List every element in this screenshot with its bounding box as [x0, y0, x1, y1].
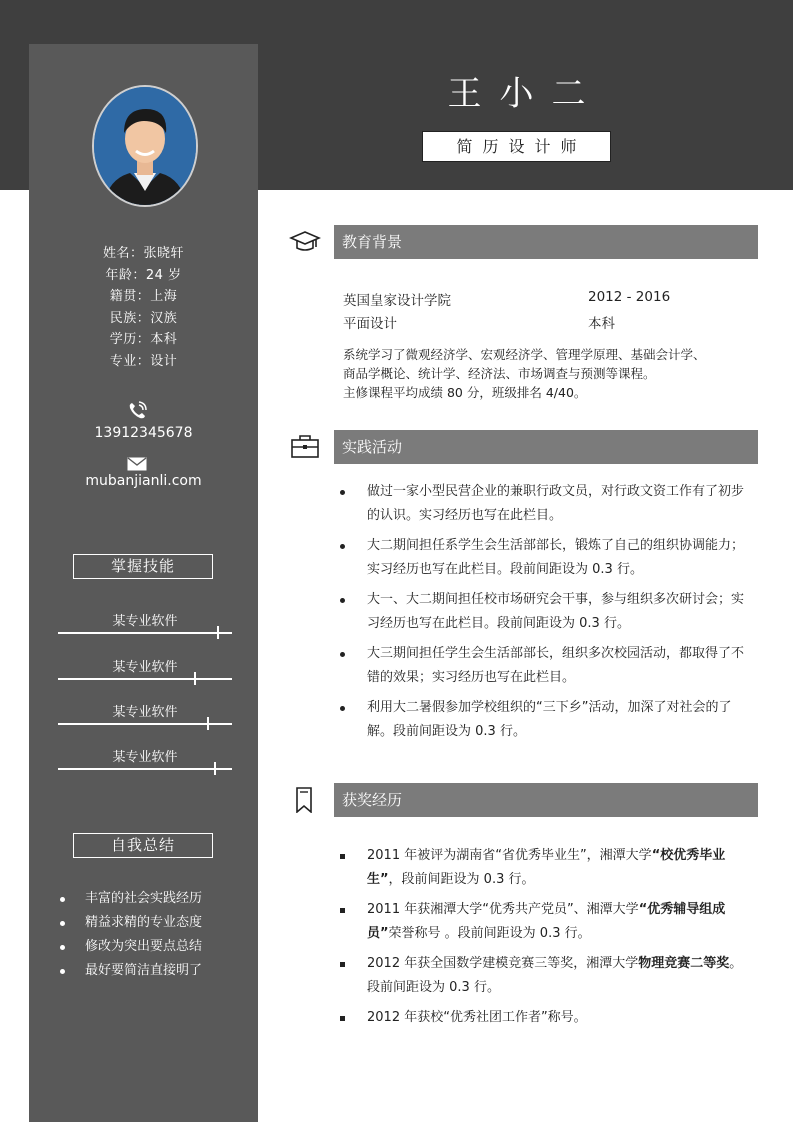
skill-item	[58, 656, 232, 686]
award-highlight: “优秀辅导组成员”	[367, 902, 726, 941]
list-item: 最好要简洁直接明了	[59, 959, 254, 983]
practice-heading: 实践活动	[334, 430, 758, 464]
school-name: 英国皇家设计学院	[343, 293, 451, 309]
skill-item	[58, 746, 232, 776]
list-item: 利用大二暑假参加学校组织的“三下乡”活动，加深了对社会的了解。段前间距设为 0.3 行。	[338, 696, 746, 744]
award-text: 2011 年被评为湖南省“省优秀毕业生”，湘潭大学	[367, 848, 652, 863]
graduation-cap-icon	[289, 228, 321, 254]
study-period: 2012 - 2016	[588, 289, 671, 305]
info-name: 姓名：张晓轩	[102, 246, 184, 261]
award-text: 荣誉称号 。段前间距设为 0.3 行。	[388, 926, 591, 941]
skill-label: 某专业软件	[112, 705, 178, 720]
briefcase-icon	[289, 433, 321, 459]
candidate-name: 王小二	[447, 74, 604, 114]
job-title: 简历设计师	[422, 131, 611, 162]
phone-number: 13912345678	[94, 425, 193, 441]
skill-label: 某专业软件	[112, 750, 178, 765]
skills-heading: 掌握技能	[73, 554, 213, 579]
info-ethnicity: 民族：汉族	[109, 310, 178, 326]
bookmark-icon	[289, 787, 321, 813]
award-highlight: “校优秀毕业生”	[367, 848, 726, 887]
phone-icon	[127, 401, 147, 421]
info-major: 专业：设计	[109, 353, 178, 369]
sidebar	[29, 44, 258, 1122]
list-item: 做过一家小型民营企业的兼职行政文员，对行政文资工作有了初步的认识。实习经历也写在此栏目。	[338, 480, 746, 528]
avatar	[92, 85, 198, 207]
info-education: 学历：本科	[109, 332, 178, 347]
awards-heading: 获奖经历	[334, 783, 758, 817]
award-highlight: 物理竞赛二等奖	[638, 956, 730, 971]
skill-level-marker	[194, 672, 196, 685]
practice-list	[338, 480, 746, 750]
desc-line: 主修课程平均成绩 80 分，班级排名 4/40。	[343, 385, 587, 400]
awards-list	[338, 844, 746, 1036]
skill-label: 某专业软件	[112, 614, 178, 629]
skill-track	[58, 678, 232, 680]
degree: 本科	[588, 316, 615, 332]
award-text: 2012 年获校“优秀社团工作者”称号。	[367, 1010, 587, 1025]
list-item	[338, 952, 746, 1000]
list-item: 精益求精的专业态度	[59, 911, 254, 935]
skill-level-marker	[217, 626, 219, 639]
education-description	[343, 345, 753, 402]
list-item: 大一、大二期间担任校市场研究会干事，参与组织多次研讨会；实习经历也写在此栏目。段前间距设为 0.3 行。	[338, 588, 746, 636]
skill-track	[58, 768, 232, 770]
skill-item	[58, 610, 232, 640]
skill-level-marker	[214, 762, 216, 775]
personal-info	[29, 243, 258, 372]
education-heading: 教育背景	[334, 225, 758, 259]
list-item	[338, 844, 746, 892]
award-text: ，段前间距设为 0.3 行。	[388, 872, 535, 887]
list-item: 修改为突出要点总结	[59, 935, 254, 959]
skill-track	[58, 723, 232, 725]
email-address: mubanjianli.com	[85, 473, 202, 489]
info-age: 年龄：24 岁	[105, 267, 182, 283]
list-item: 丰富的社会实践经历	[59, 887, 254, 911]
summary-list	[59, 887, 254, 983]
major-name: 平面设计	[343, 316, 397, 332]
skill-track	[58, 632, 232, 634]
award-text: 2011 年获湘潭大学“优秀共产党员”、湘潭大学	[367, 902, 639, 917]
list-item: 大二期间担任系学生会生活部部长，锻炼了自己的组织协调能力；实习经历也写在此栏目。段前间距设为 0.3 行。	[338, 534, 746, 582]
list-item	[338, 898, 746, 946]
desc-line: 系统学习了微观经济学、宏观经济学、管理学原理、基础会计学、	[343, 347, 706, 362]
skill-item	[58, 701, 232, 731]
summary-heading: 自我总结	[73, 833, 213, 858]
award-text: 2012 年获全国数学建模竞赛三等奖，湘潭大学	[367, 956, 639, 971]
award-text: 。段前间距设为 0.3 行。	[367, 956, 743, 995]
skill-level-marker	[207, 717, 209, 730]
mail-icon	[127, 457, 147, 471]
skill-label: 某专业软件	[112, 660, 178, 675]
avatar-photo	[94, 87, 196, 205]
info-hometown: 籍贯：上海	[109, 289, 178, 304]
list-item: 大三期间担任学生会生活部部长，组织多次校园活动，都取得了不错的效果；实习经历也写在此栏目。	[338, 642, 746, 690]
list-item	[338, 1006, 746, 1030]
desc-line: 商品学概论、统计学、经济法、市场调查与预测等课程。	[343, 366, 656, 381]
